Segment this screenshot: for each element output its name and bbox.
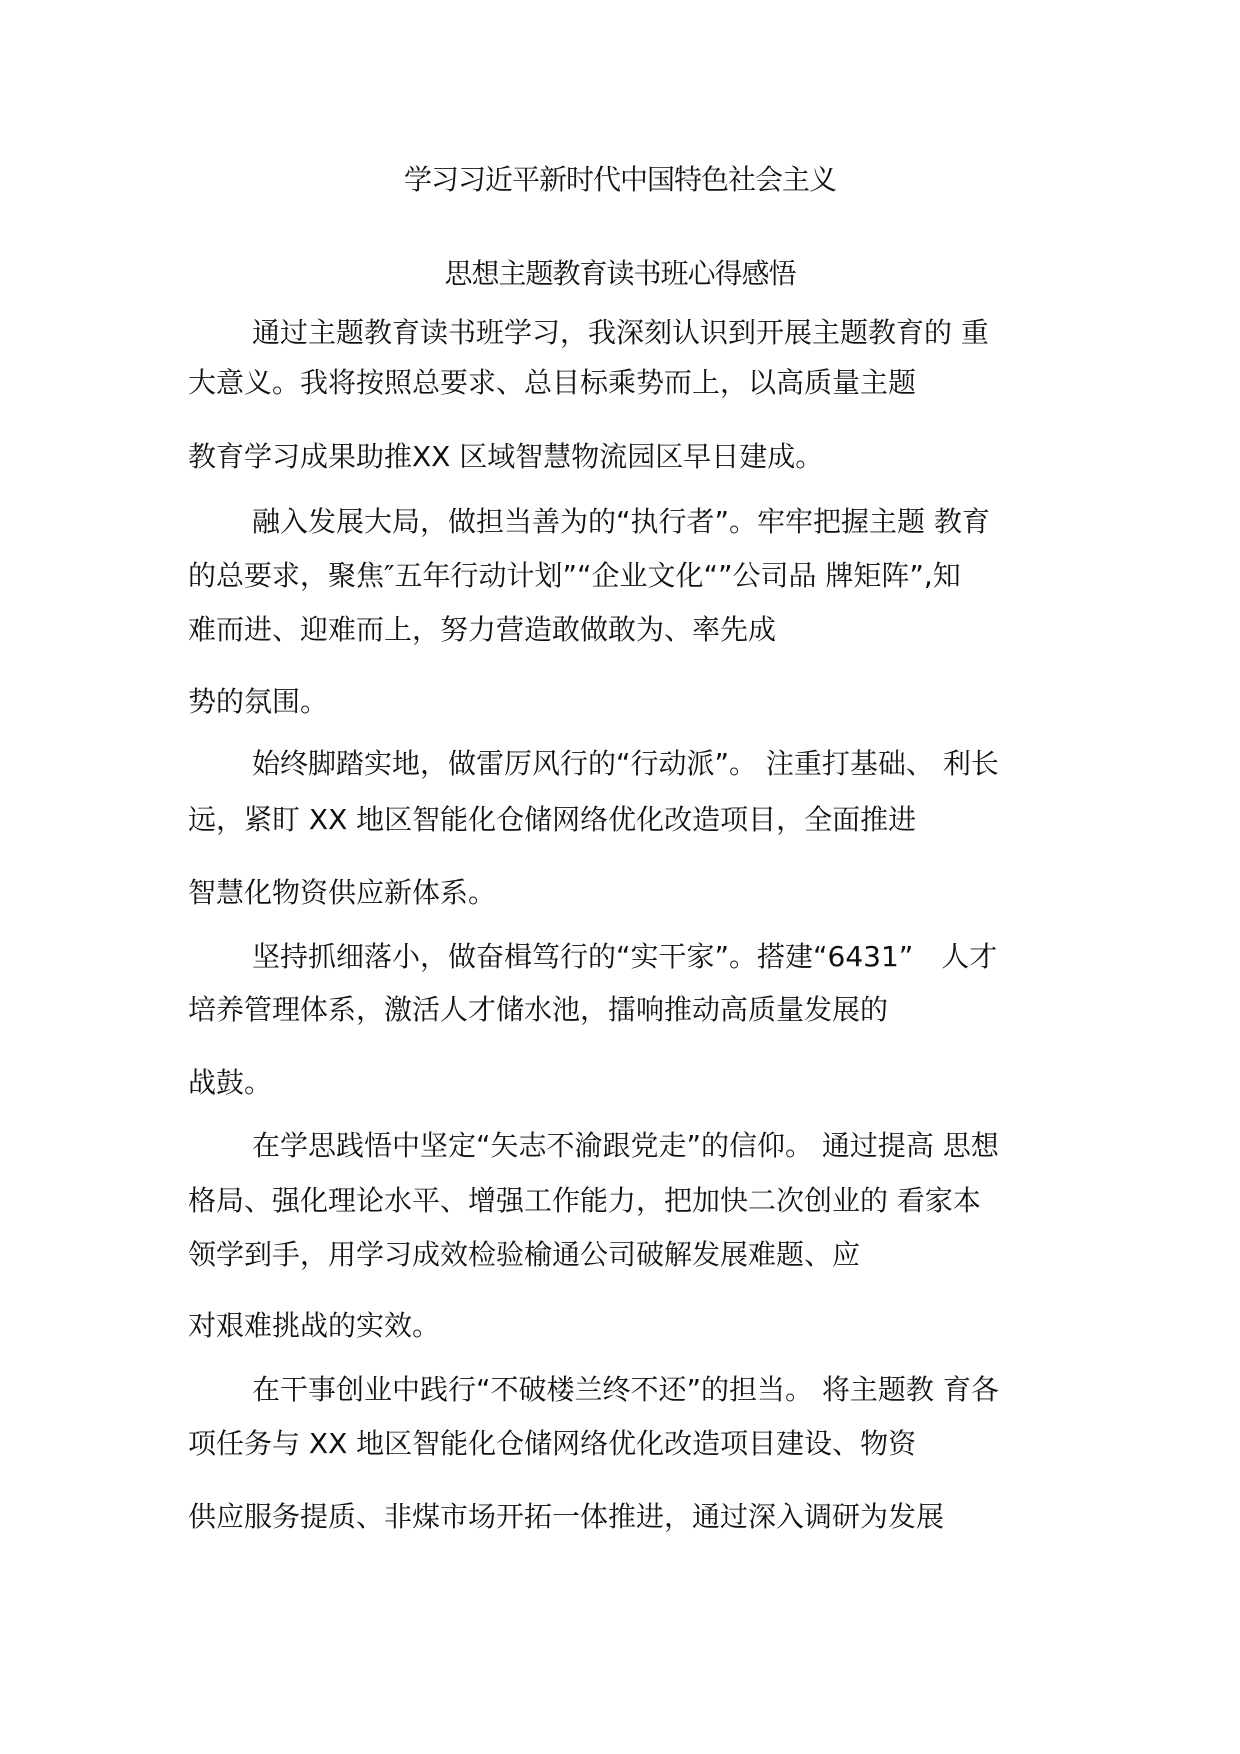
body-line: 坚持抓细落小，做奋楫笃行的“实干家”。搭建“6431” 人才: [252, 940, 998, 973]
body-line: 领学到手，用学习成效检验榆通公司破解发展难题、应: [188, 1238, 861, 1271]
body-line: 培养管理体系，激活人才储水池，擂响推动高质量发展的: [188, 993, 889, 1026]
body-line: 难而进、迎难而上，努力营造敢做敢为、率先成: [188, 613, 777, 646]
body-line: 项任务与 XX 地区智能化仓储网络优化改造项目建设、物资: [188, 1427, 917, 1460]
body-line: 教育学习成果助推XX 区域智慧物流园区早日建成。: [188, 440, 824, 473]
body-line: 对艰难挑战的实效。: [188, 1309, 441, 1342]
body-line: 格局、强化理论水平、增强工作能力，把加快二次创业的 看家本: [188, 1184, 981, 1217]
body-line: 通过主题教育读书班学习，我深刻认识到开展主题教育的 重: [252, 316, 989, 349]
body-line: 始终脚踏实地，做雷厉风行的“行动派”。 注重打基础、 利长: [252, 747, 999, 780]
body-line: 远，紧盯 XX 地区智能化仓储网络优化改造项目，全面推进: [188, 803, 917, 836]
body-line: 在干事创业中践行“不破楼兰终不还”的担当。 将主题教 育各: [252, 1373, 999, 1406]
document-title-line-2: 思想主题教育读书班心得感悟: [444, 257, 796, 290]
body-line: 大意义。我将按照总要求、总目标乘势而上，以高质量主题: [188, 366, 917, 399]
document-title-line-1: 学习习近平新时代中国特色社会主义: [403, 163, 836, 196]
body-line: 战鼓。: [188, 1066, 273, 1099]
body-line: 势的氛围。: [188, 685, 329, 718]
body-line: 智慧化物资供应新体系。: [188, 876, 497, 909]
body-line: 的总要求，聚焦″五年行动计划”“企业文化“”公司品 牌矩阵”,知: [188, 559, 961, 592]
body-line: 在学思践悟中坚定“矢志不渝跟党走”的信仰。 通过提高 思想: [252, 1129, 999, 1162]
body-line: 融入发展大局，做担当善为的“执行者”。牢牢把握主题 教育: [252, 505, 990, 538]
body-line: 供应服务提质、非煤市场开拓一体推进，通过深入调研为发展: [188, 1500, 945, 1533]
